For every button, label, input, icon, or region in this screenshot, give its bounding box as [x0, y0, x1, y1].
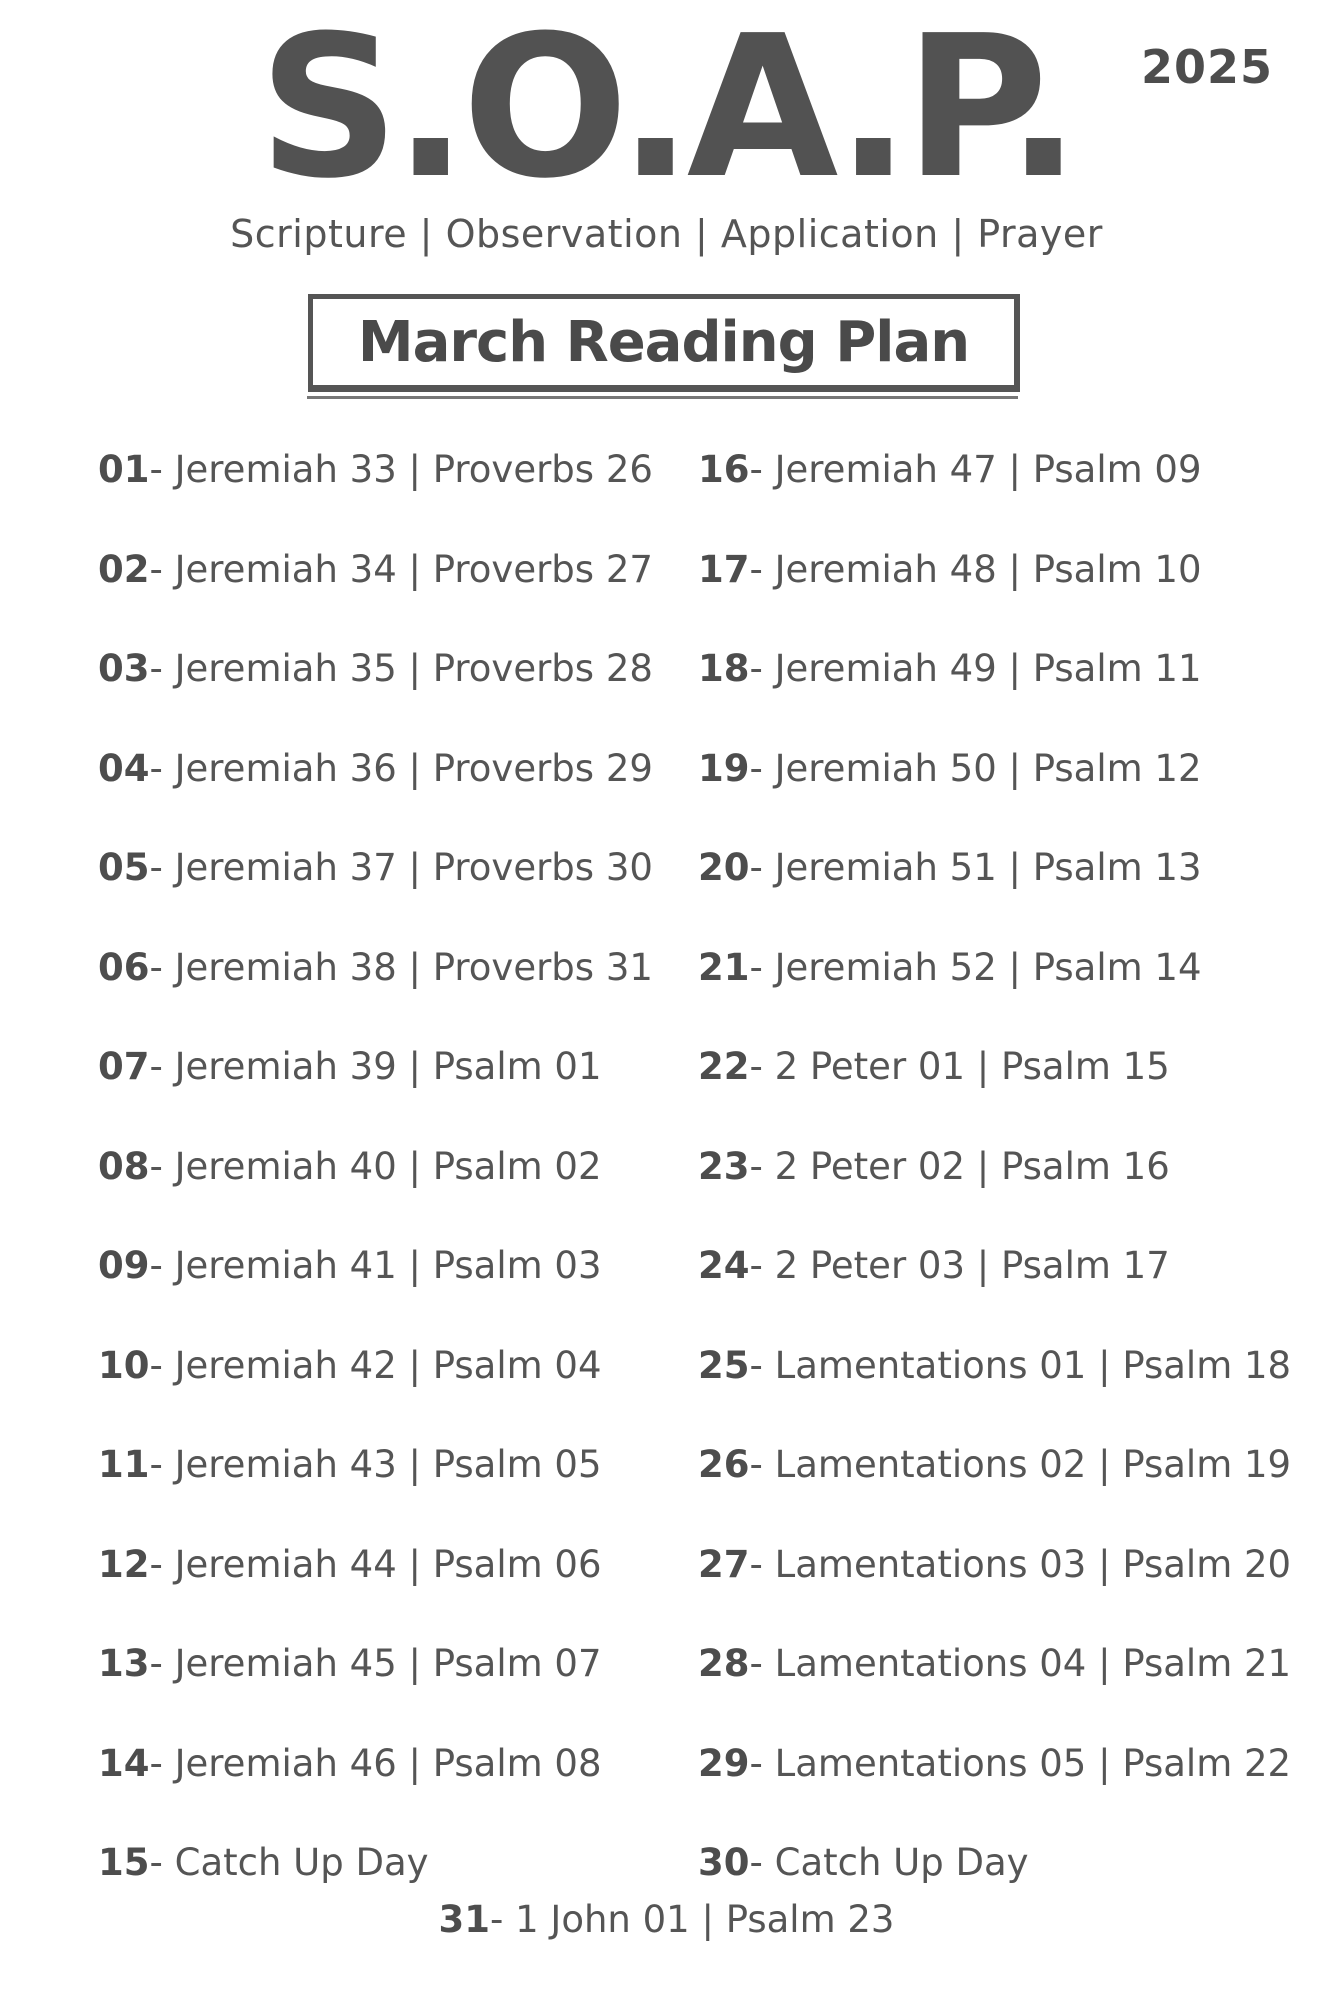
day-number: 06 [98, 945, 150, 989]
day-number: 07 [98, 1045, 150, 1088]
day-number: 15 [98, 1841, 150, 1884]
list-item [98, 1535, 653, 1635]
page-subtitle: Scripture | Observation | Application | Prayer [230, 212, 1103, 256]
day-reading: - Jeremiah 48 | Psalm 10 [749, 547, 1202, 591]
list-item [698, 1236, 1291, 1336]
day-reading: - Jeremiah 50 | Psalm 12 [749, 746, 1202, 790]
day-number: 23 [698, 1144, 750, 1188]
day-reading: - 2 Peter 03 | Psalm 17 [749, 1244, 1170, 1287]
day-reading: - 1 John 01 | Psalm 23 [490, 1898, 895, 1941]
right-column [698, 440, 1291, 1933]
day-reading: - Jeremiah 42 | Psalm 04 [149, 1343, 602, 1387]
page-title: S.O.A.P. [258, 0, 1075, 222]
day-reading: - 2 Peter 02 | Psalm 16 [749, 1144, 1170, 1188]
day-number: 14 [98, 1741, 150, 1785]
list-item [698, 1535, 1291, 1635]
plan-title: March Reading Plan [357, 309, 970, 375]
day-number: 26 [698, 1443, 750, 1486]
day-number: 13 [98, 1642, 150, 1685]
day-reading: - Catch Up Day [749, 1841, 1029, 1884]
day-number: 24 [698, 1244, 750, 1287]
day-number: 17 [698, 547, 750, 591]
list-item [98, 1037, 653, 1137]
day-number: 05 [98, 846, 150, 889]
day-reading: - Jeremiah 51 | Psalm 13 [749, 846, 1202, 889]
day-number: 25 [698, 1343, 750, 1387]
day-reading: - Jeremiah 52 | Psalm 14 [749, 945, 1202, 989]
left-column [98, 440, 653, 1933]
day-reading: - Jeremiah 43 | Psalm 05 [149, 1443, 602, 1486]
day-number: 21 [698, 945, 750, 989]
day-number: 29 [698, 1741, 750, 1785]
list-item [98, 1336, 653, 1436]
day-number: 22 [698, 1045, 750, 1088]
list-item [698, 1037, 1291, 1137]
day-reading: - 2 Peter 01 | Psalm 15 [749, 1045, 1170, 1088]
day-number: 09 [98, 1244, 150, 1287]
list-item [698, 1734, 1291, 1834]
day-number: 08 [98, 1144, 150, 1188]
day-reading: - Jeremiah 47 | Psalm 09 [749, 448, 1202, 491]
list-item [98, 1435, 653, 1535]
day-reading: - Jeremiah 35 | Proverbs 28 [149, 647, 653, 690]
plan-title-box [308, 294, 1020, 392]
day-reading: - Jeremiah 45 | Psalm 07 [149, 1642, 602, 1685]
day-reading: - Lamentations 02 | Psalm 19 [749, 1443, 1292, 1486]
list-item [698, 639, 1291, 739]
list-item [98, 440, 653, 540]
day-number: 28 [698, 1642, 750, 1685]
day-number: 27 [698, 1542, 750, 1586]
day-reading: - Jeremiah 49 | Psalm 11 [749, 647, 1202, 690]
list-item [698, 1634, 1291, 1734]
list-item [698, 540, 1291, 640]
day-reading: - Jeremiah 36 | Proverbs 29 [149, 746, 653, 790]
day-number: 04 [98, 746, 150, 790]
day-number: 03 [98, 647, 150, 690]
day-reading: - Jeremiah 38 | Proverbs 31 [149, 945, 653, 989]
day-reading: - Lamentations 04 | Psalm 21 [749, 1642, 1292, 1685]
list-item [698, 739, 1291, 839]
day-reading: - Lamentations 05 | Psalm 22 [749, 1741, 1292, 1785]
list-item [98, 739, 653, 839]
day-reading: - Jeremiah 40 | Psalm 02 [149, 1144, 602, 1188]
list-item [698, 838, 1291, 938]
day-number: 16 [698, 448, 750, 491]
day-number: 10 [98, 1343, 150, 1387]
day-reading: - Jeremiah 46 | Psalm 08 [149, 1741, 602, 1785]
day-number: 20 [698, 846, 750, 889]
day-reading: - Catch Up Day [149, 1841, 429, 1884]
list-item [98, 1734, 653, 1834]
day-reading: - Jeremiah 44 | Psalm 06 [149, 1542, 602, 1586]
day-number: 30 [698, 1841, 750, 1884]
day-number: 18 [698, 647, 750, 690]
day-number: 01 [98, 448, 150, 491]
list-item [98, 1236, 653, 1336]
list-item [698, 1137, 1291, 1237]
list-item [98, 838, 653, 938]
day-reading: - Jeremiah 37 | Proverbs 30 [149, 846, 653, 889]
year-label: 2025 [1140, 40, 1273, 94]
day-number: 11 [98, 1443, 150, 1486]
day-number: 31 [438, 1898, 490, 1941]
day-number: 12 [98, 1542, 150, 1586]
day-reading: - Jeremiah 34 | Proverbs 27 [149, 547, 653, 591]
list-item [698, 938, 1291, 1038]
list-item [698, 440, 1291, 540]
day-reading: - Jeremiah 33 | Proverbs 26 [149, 448, 653, 491]
list-item [98, 938, 653, 1038]
day-number: 02 [98, 547, 150, 591]
list-item [698, 1336, 1291, 1436]
list-item [98, 1634, 653, 1734]
day-reading: - Lamentations 03 | Psalm 20 [749, 1542, 1292, 1586]
list-item [98, 540, 653, 640]
list-item [98, 639, 653, 739]
day-reading: - Lamentations 01 | Psalm 18 [749, 1343, 1292, 1387]
day-reading: - Jeremiah 39 | Psalm 01 [149, 1045, 602, 1088]
day-reading: - Jeremiah 41 | Psalm 03 [149, 1244, 602, 1287]
final-day-row [0, 1890, 1333, 1950]
day-number: 19 [698, 746, 750, 790]
list-item [698, 1435, 1291, 1535]
list-item [98, 1137, 653, 1237]
